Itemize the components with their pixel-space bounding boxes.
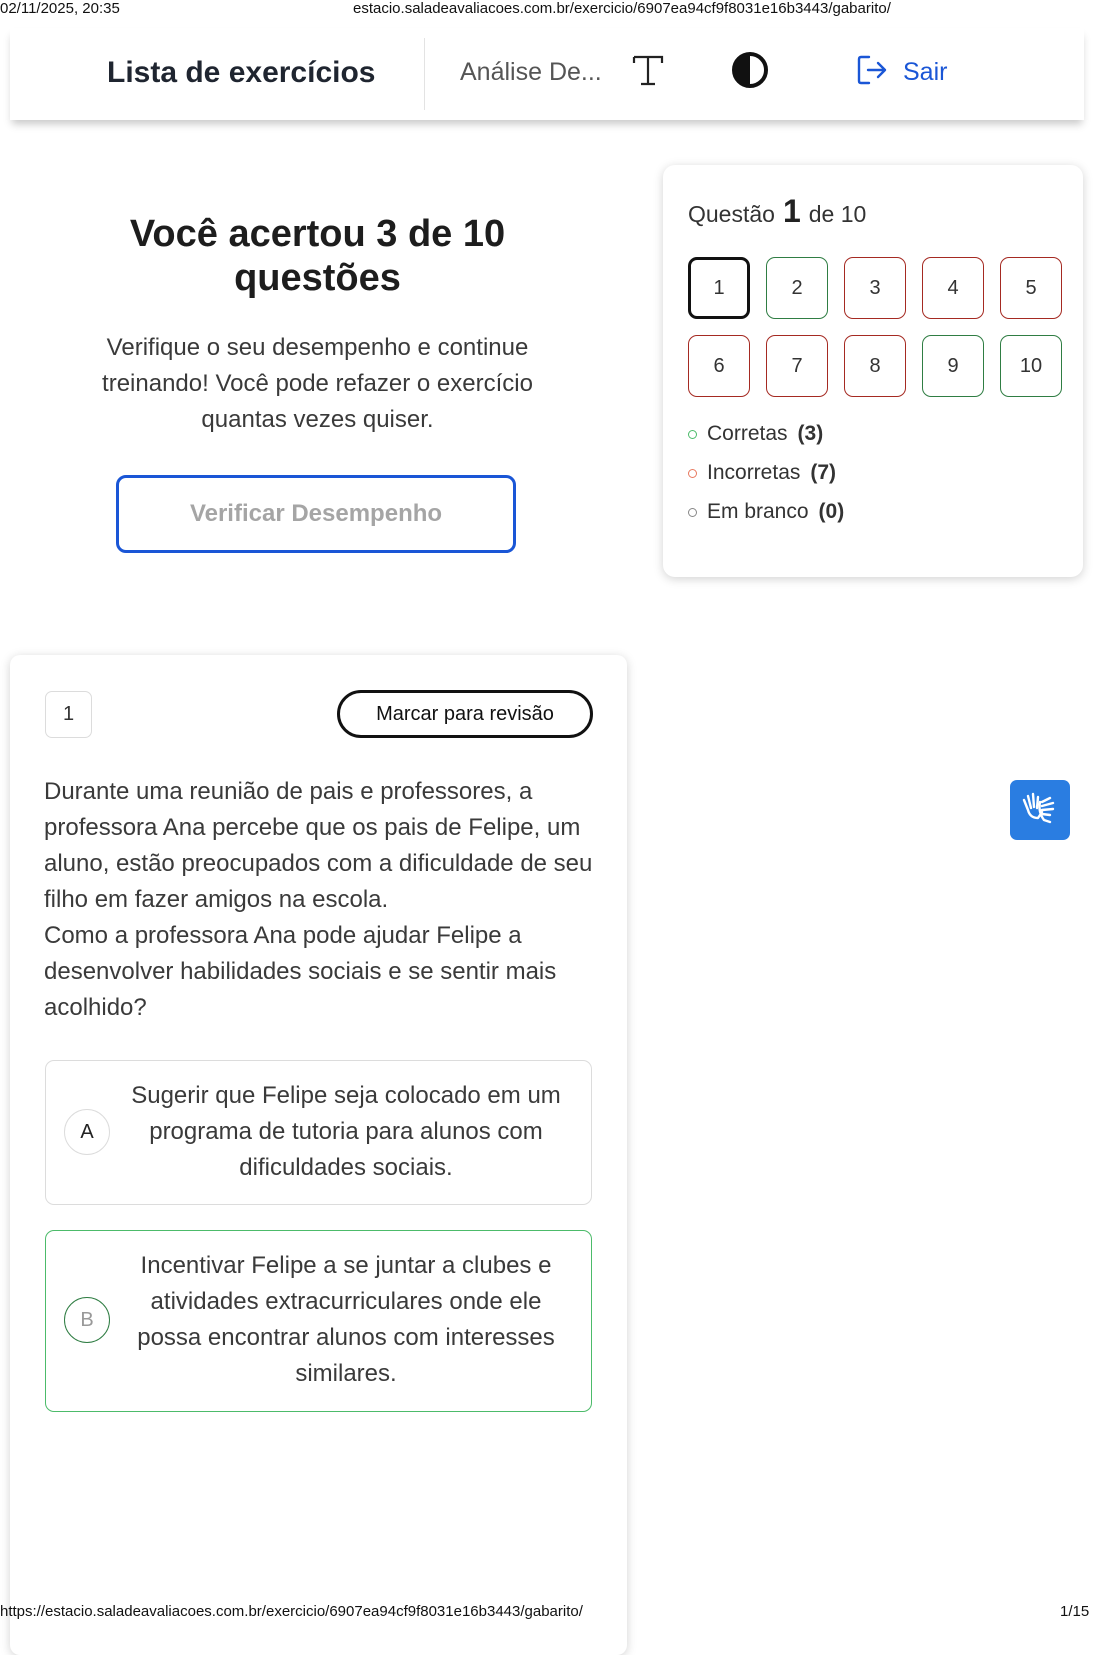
question-nav-button-7[interactable]: 7 [766,335,828,397]
navigator-current: 1 [782,193,801,229]
question-nav-button-9[interactable]: 9 [922,335,984,397]
legend-label: Corretas [707,422,788,445]
question-nav-button-5[interactable]: 5 [1000,257,1062,319]
legend-blank [688,500,844,524]
legend-count: (0) [818,500,845,523]
sign-language-hands-icon [1020,788,1060,833]
question-text [44,774,599,1026]
question-nav-button-1[interactable]: 1 [688,257,750,319]
question-nav-button-3[interactable]: 3 [844,257,906,319]
verify-performance-button[interactable]: Verificar Desempenho [116,475,516,553]
question-number: 1 [45,691,92,738]
result-subtitle: Verifique o seu desempenho e continue treinando! Você pode refazer o exercício quantas vezes quiser. [102,334,533,433]
logout-button[interactable] [855,52,947,92]
question-nav-button-10[interactable]: 10 [1000,335,1062,397]
legend-label: Incorretas [707,461,801,484]
legend-label: Em branco [707,500,809,523]
logout-icon [855,53,889,92]
option-b[interactable] [45,1230,592,1412]
header-divider [424,38,425,110]
legend-correct [688,422,823,446]
question-nav-button-4[interactable]: 4 [922,257,984,319]
logout-label: Sair [903,57,948,86]
contrast-icon[interactable] [730,50,770,90]
navigator-heading [688,193,866,230]
legend-count: (3) [797,422,824,445]
correct-dot-icon [688,430,697,439]
incorrect-dot-icon [688,469,697,478]
print-page-number: 1/15 [1060,1603,1090,1620]
app-title: Lista de exercícios [107,56,376,89]
font-size-icon[interactable] [628,50,668,90]
option-a[interactable] [45,1060,592,1205]
option-letter: B [64,1297,110,1343]
question-paragraph: Como a professora Ana pode ajudar Felipe a desenvolver habilidades sociais e se sentir mais acolhido? [44,922,557,1021]
option-text: Incentivar Felipe a se juntar a clubes e atividades extracurriculares onde ele possa encontrar alunos com interesses similares. [137,1252,555,1387]
question-nav-button-6[interactable]: 6 [688,335,750,397]
navigator-suffix: de 10 [808,201,867,227]
sign-language-button[interactable] [1010,780,1070,840]
question-nav-button-8[interactable]: 8 [844,335,906,397]
question-nav-button-2[interactable]: 2 [766,257,828,319]
navigator-prefix: Questão [688,201,775,227]
legend-incorrect [688,461,836,485]
course-title[interactable]: Análise De... [460,58,602,86]
result-title: Você acertou 3 de 10 questões [129,213,506,299]
option-text: Sugerir que Felipe seja colocado em um programa de tutoria para alunos com dificuldades sociais. [131,1082,561,1181]
option-letter: A [64,1109,110,1155]
question-paragraph: Durante uma reunião de pais e professores, a professora Ana percebe que os pais de Felipe, um aluno, estão preocupados com a dificuldade de seu filho em fazer amigos na escola. [44,778,593,913]
mark-for-review-button[interactable]: Marcar para revisão [337,690,593,738]
print-datetime: 02/11/2025, 20:35 [0,0,120,17]
print-footer-url: https://estacio.saladeavaliacoes.com.br/exercicio/6907ea94cf9f8031e16b3443/gabarito/ [0,1603,583,1620]
legend-count: (7) [810,461,837,484]
blank-dot-icon [688,508,697,517]
print-url: estacio.saladeavaliacoes.com.br/exercicio/6907ea94cf9f8031e16b3443/gabarito/ [353,0,891,17]
